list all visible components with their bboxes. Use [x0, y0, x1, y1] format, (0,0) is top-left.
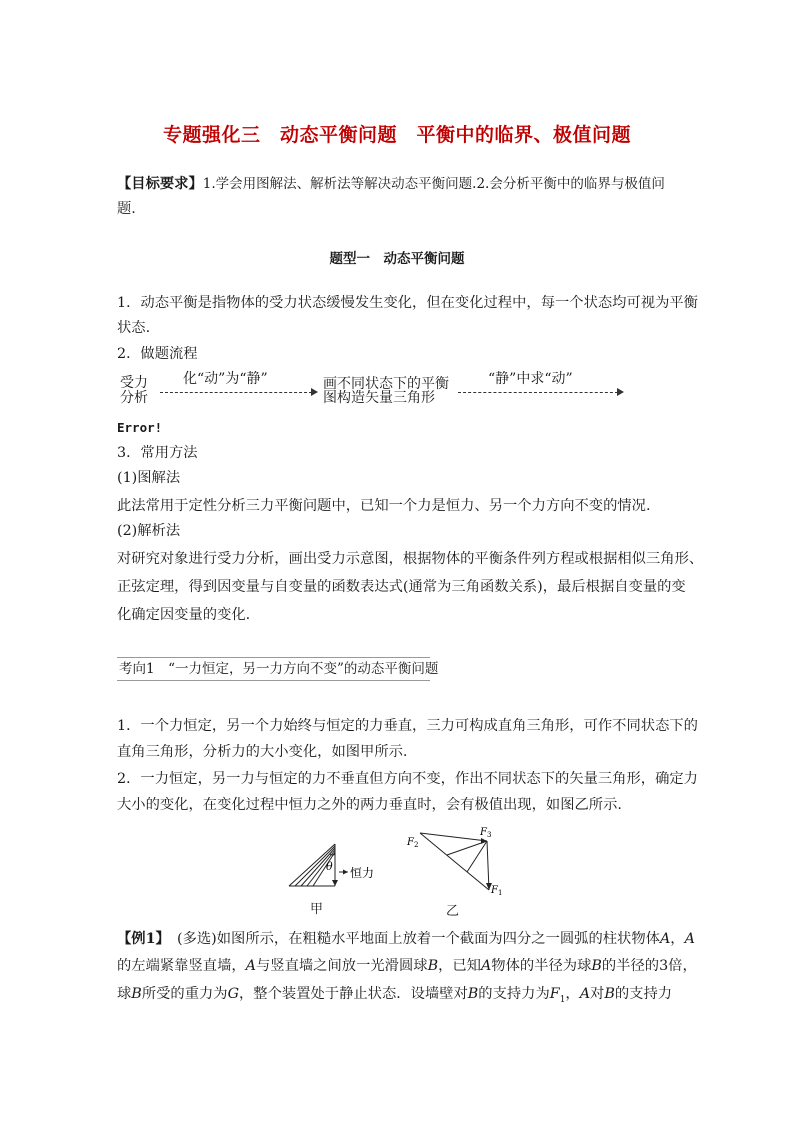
yi-f1-sub: 1: [497, 889, 503, 897]
item1-line2: 状态.: [117, 320, 151, 336]
example-line1-text: 如图所示，在粗糙水平地面上放着一个截面为四分之一圆弧的柱状物体: [216, 931, 660, 947]
yi-f2-label: F: [407, 837, 414, 848]
jia-theta-arc: [330, 854, 335, 855]
flow-node-1-line1: 受力: [120, 375, 148, 391]
yi-caption: 乙: [446, 904, 460, 919]
example-tag: (多选): [177, 931, 217, 947]
yi-f2-line: [420, 831, 492, 890]
figure-jia: [285, 830, 395, 900]
example-line2-e: 的半径的3倍，: [601, 958, 697, 974]
p2-line2: 大小的变化，在变化过程中恒力之外的两力垂直时，会有极值出现，如图乙所示.: [117, 797, 622, 813]
example-line2: [117, 954, 697, 978]
example-line2-d: 物体的半径为球: [491, 958, 592, 974]
svg-text:F2: [406, 837, 418, 849]
example-var-a: A: [579, 986, 591, 1002]
flow-node-2-line2: 图构造矢量三角形: [323, 390, 435, 406]
example-var-a: A: [245, 958, 256, 974]
yi-f3-label: F: [480, 827, 487, 838]
example-comma: ，: [670, 931, 685, 947]
p1-line2: 直角三角形，分析力的大小变化，如图甲所示.: [117, 744, 408, 760]
item2: 2．做题流程: [117, 346, 198, 362]
example-var-a: A: [659, 931, 671, 947]
error-text: Error!: [117, 420, 163, 435]
svg-text:F1: [490, 885, 502, 897]
example-var-a: A: [480, 958, 492, 974]
flow-arrow-2-label: “静”中求“动”: [488, 371, 573, 387]
yi-f1-line: [487, 841, 489, 890]
yi-f3-line: [420, 833, 487, 841]
jia-arrow-tip: [332, 880, 338, 886]
page-title: 专题强化三 动态平衡问题 平衡中的临界、极值问题: [162, 124, 631, 146]
yi-f3-sub: 3: [486, 831, 492, 839]
yi-f1-label: F: [491, 885, 498, 896]
p2-line1: 2．一力恒定，另一力与恒定的力不垂直但方向不变，作出不同状态下的矢量三角形，确定力: [117, 771, 698, 787]
example-line2-b: 与竖直墙之间放一光滑圆球: [256, 958, 428, 974]
method2-line3: 化确定因变量的变化.: [117, 607, 251, 623]
example-var-b: B: [467, 986, 479, 1002]
goal-label: 【目标要求】: [117, 176, 203, 192]
svg-text:F3: [479, 827, 491, 839]
p1-line1: 1．一个力恒定，另一个力始终与恒定的力垂直，三力可构成直角三角形，可作不同状态下的: [117, 718, 698, 734]
method1-title: (1)图解法: [117, 470, 181, 486]
example-line2-a: 的左端紧靠竖直墙，: [117, 958, 246, 974]
goal-line1: 1.学会用图解法、解析法等解决动态平衡问题.2.会分析平衡中的临界与极值问: [202, 176, 665, 192]
example-var-g: G: [227, 986, 240, 1002]
yi-mid-line-2: [467, 841, 487, 872]
example-line2-c: ，已知: [438, 958, 481, 974]
method2-line2: 正弦定理，得到因变量与自变量的函数表达式(通常为三角函数关系)，最后根据自变量的变: [117, 579, 686, 595]
goal-line2: 题.: [117, 201, 136, 217]
example-var-a: A: [684, 931, 695, 947]
example-label: 【例1】: [117, 931, 163, 947]
figure-yi: [405, 823, 505, 898]
example-var-f: F: [549, 986, 560, 1002]
flow-arrow-2-line: [458, 392, 618, 393]
item1-line1: 1．动态平衡是指物体的受力状态缓慢发生变化，但在变化过程中，每一个状态均可视为平衡: [117, 295, 698, 311]
example-line3: [117, 982, 672, 1012]
example-line3-e: ，: [565, 986, 580, 1002]
jia-label-arrowhead: [343, 870, 348, 875]
example-line3-b: 所受的重力为: [141, 986, 228, 1002]
jia-theta-label: θ: [326, 860, 333, 873]
flow-arrow-1-label: 化“动”为“静”: [183, 371, 268, 387]
jia-force-label: 恒力: [350, 866, 375, 880]
example-var-b: B: [427, 958, 439, 974]
section-heading: 题型一 动态平衡问题: [329, 251, 465, 267]
example-var-b: B: [604, 986, 615, 1002]
goal-paragraph: [117, 172, 665, 196]
kaoxiang-title: “一力恒定，另一力方向不变”的动态平衡问题: [168, 661, 439, 677]
jia-caption: 甲: [310, 902, 324, 917]
flow-arrow-2-head: [617, 388, 624, 396]
example-line1: [117, 927, 695, 951]
example-line3-a: 球: [117, 986, 132, 1002]
method2-line1: 对研究对象进行受力分析，画出受力示意图，根据物体的平衡条件列方程或根据相似三角形、: [117, 551, 704, 567]
example-sub-1: 1: [559, 994, 566, 1005]
flow-arrow-1-head: [311, 388, 318, 396]
kaoxiang-heading: [119, 657, 438, 681]
yi-f2-sub: 2: [413, 841, 419, 849]
example-line3-f: 对: [590, 986, 605, 1002]
example-var-b: B: [591, 958, 602, 974]
flow-arrow-1-line: [160, 392, 312, 393]
method1-text: 此法常用于定性分析三力平衡问题中，已知一个力是恒力、另一个力方向不变的情况.: [117, 498, 651, 514]
example-line3-c: ，整个装置处于静止状态．设墙壁对: [239, 986, 468, 1002]
method2-title: (2)解析法: [117, 523, 181, 539]
flow-node-1-line2: 分析: [120, 390, 148, 406]
item3: 3．常用方法: [117, 445, 198, 461]
example-line3-g: 的支持力: [614, 986, 673, 1002]
example-var-b: B: [131, 986, 142, 1002]
example-line3-d: 的支持力为: [478, 986, 550, 1002]
kaoxiang-label: 考向1: [119, 661, 155, 677]
flow-node-2-line1: 画不同状态下的平衡: [323, 376, 449, 392]
